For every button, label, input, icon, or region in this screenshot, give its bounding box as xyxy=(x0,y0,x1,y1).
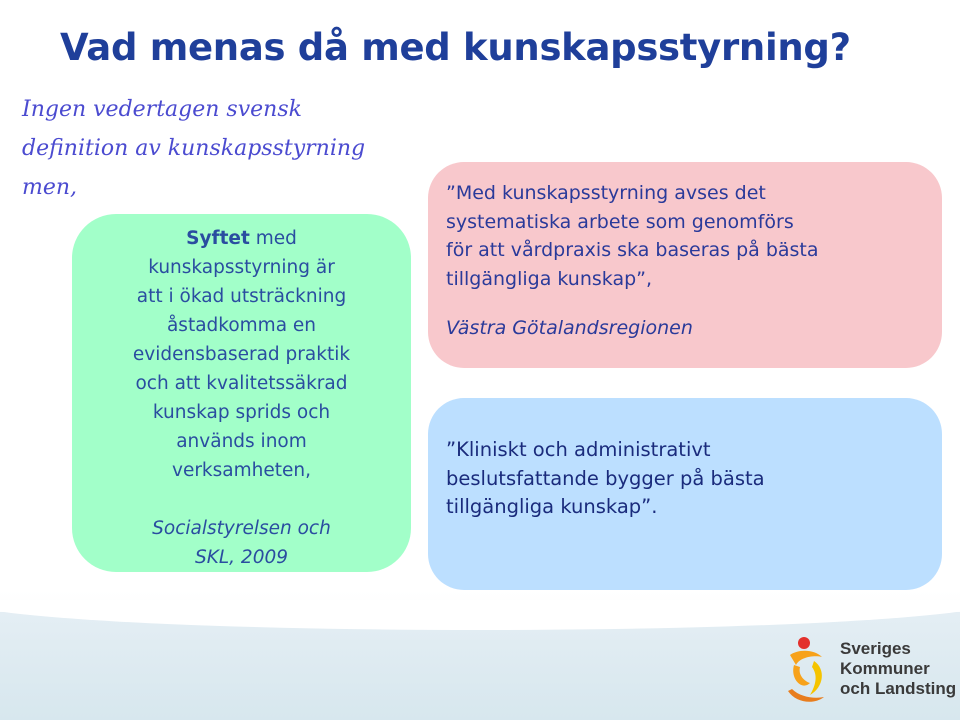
vgr-quote-box xyxy=(428,162,942,368)
purpose-line: evidensbaserad praktik xyxy=(132,344,351,365)
vgr-quote-line: ”Med kunskapsstyrning avses det xyxy=(446,182,766,204)
skl-logo xyxy=(780,635,957,710)
vgr-quote-line: systematiska arbete som genomförs xyxy=(446,210,794,233)
purpose-line: och att kvalitetssäkrad xyxy=(135,373,348,394)
purpose-box xyxy=(72,214,411,572)
purpose-source-line: SKL, 2009 xyxy=(194,547,289,568)
intro-line: definition av kunskapsstyrning xyxy=(22,136,366,161)
purpose-strong: Syftet xyxy=(186,228,250,249)
vgr-quote-line: för att vårdpraxis ska baseras på bästa xyxy=(446,239,819,261)
purpose-line: används inom xyxy=(176,431,307,452)
purpose-line: verksamheten, xyxy=(172,460,311,481)
purpose-line: kunskapsstyrning är xyxy=(148,257,335,278)
decision-quote-box xyxy=(428,398,942,590)
purpose-source xyxy=(86,514,397,572)
logo-line: Kommuner xyxy=(840,659,930,678)
decision-quote-line: tillgängliga kunskap”. xyxy=(446,495,658,518)
purpose-source-line: Socialstyrelsen och xyxy=(152,518,331,539)
logo-line: Sveriges xyxy=(840,639,911,658)
purpose-line: att i ökad utsträckning xyxy=(136,286,347,307)
purpose-line: kunskap sprids och xyxy=(152,402,331,423)
vgr-source: Västra Götalandsregionen xyxy=(446,317,693,339)
intro-line: Ingen vedertagen svensk xyxy=(22,97,302,122)
logo-line: och Landsting xyxy=(840,679,957,698)
vgr-quote-line: tillgängliga kunskap”, xyxy=(446,267,653,290)
purpose-line: åstadkomma en xyxy=(166,315,317,336)
skl-logo-text xyxy=(840,639,956,699)
decision-quote-line: beslutsfattande bygger på bästa xyxy=(446,466,765,490)
slide-title: Vad menas då med kunskapsstyrning? xyxy=(60,26,851,69)
intro-text xyxy=(22,90,422,207)
purpose-line xyxy=(86,224,397,253)
purpose-line-rest: med xyxy=(249,228,297,249)
intro-line: men, xyxy=(22,175,78,200)
decision-quote-line: ”Kliniskt och administrativt xyxy=(446,438,711,461)
skl-logo-mark-icon xyxy=(780,635,838,710)
